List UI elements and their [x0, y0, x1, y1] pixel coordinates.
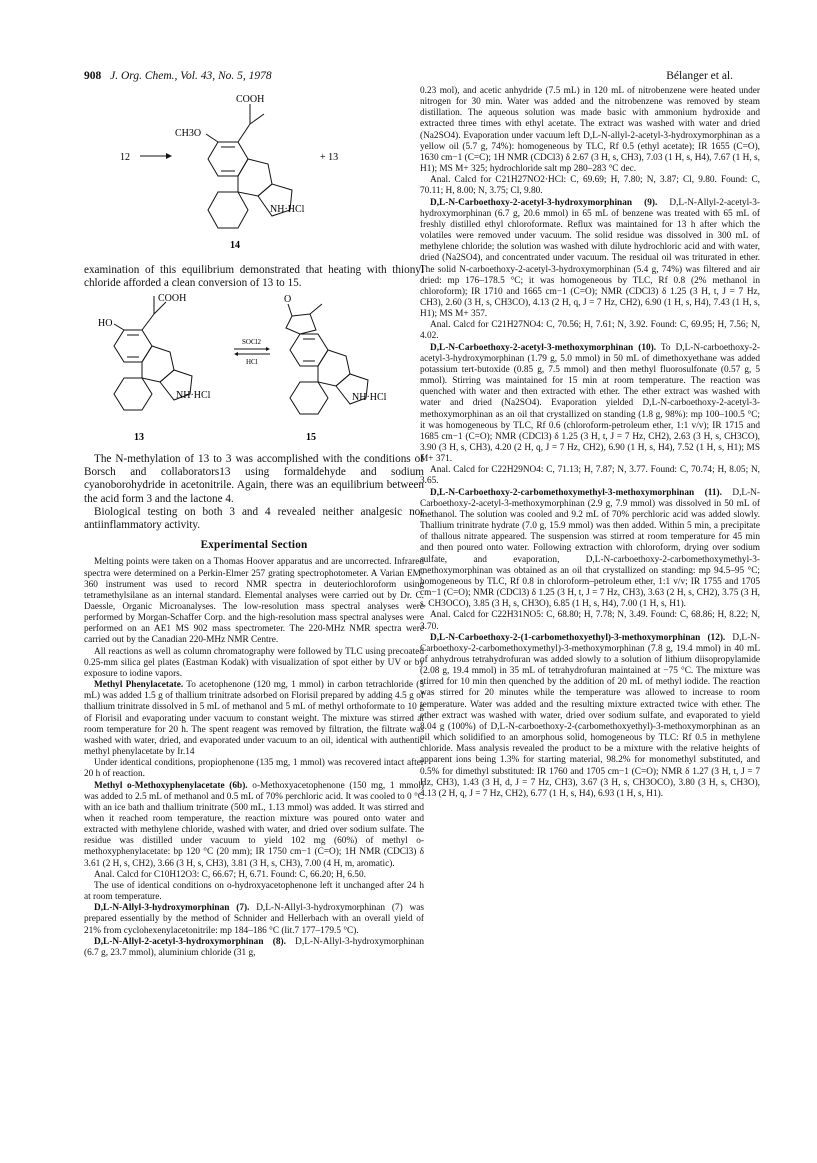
analysis-10: Anal. Calcd for C22H29NO4: C, 71.13; H, 7.87; N, 3.77. Found: C, 70.74; H, 8.05; N, 3.65.: [420, 465, 760, 487]
bond: [206, 134, 218, 142]
running-header-authors: Bélanger et al.: [666, 70, 733, 82]
scheme-plus-13: + 13: [320, 152, 339, 163]
nh-hcl-label-13: NH·HCl: [176, 390, 211, 401]
procedure-body: To D,L-N-carboethoxy-2-acetyl-3-hydroxymorphinan (1.79 g, 5.0 mmol) in 50 mL of dimethoxyethane was added potassium tert-butoxide (0.85 g, 7.5 mmol) and then methyl fluorosulfonate (0.57 g, 5 mmol). Stirring was maintained for 15 min at room temperature. The reaction was quenched with water and then extracted with ether. The ether extract was washed with water and dried (Na2SO4). Evaporation yielded D,L-N-carboethoxy-2-acetyl-3-methoxymorphinan as an oil that crystallized on standing (1.8 g, 98%): mp 100–100.5 °C; it was homogeneous by TLC, Rf 0.6 (chloroform-petroleum ether, 1:1 v/v); IR 1715 and 1685 cm−1 (C=O); NMR (CDCl3) δ 1.25 (3 H, t, J = 7 Hz, CH2), 2.63 (3 H, s, CH3CO), 3.90 (3 H, s, CH3), 4.20 (2 H, q, J = 7 Hz, CH2), 6.90 (1 H, s, H4), 7.52 (1 H, s, H1); MS M+ 371.: [420, 342, 760, 465]
nh-hcl-label-15: NH·HCl: [352, 392, 387, 403]
procedure-body: D,L-N-Allyl-2-acetyl-3-hydroxymorphinan (6.7 g, 20.6 mmol) in 65 mL of benzene was treated with 65 mL of freshly distilled ethyl chloroformate. Reflux was maintained for 13 h after which the volatiles were removed under vacuum. The solid residue was dissolved in 300 mL of methylene chloride; the solution was washed with dilute hydrochloric acid and with water, dried (Na2SO4), and concentrated under vacuum. The residual oil was triturated in ether. The solid N-carboethoxy-2-acetyl-3-hydroxymorphinan (5.4 g, 74%) was filtered and air dried: mp 176–178.5 °C; it was homogeneous by TLC, Rf 0.8 (2% methanol in chloroform); IR 1710 and 1665 cm−1 (C=O); NMR (CDCl3) δ 1.25 (3 H, t, J = 7 Hz, CH3), 2.60 (3 H, s, CH3CO), 4.13 (2 H, q, J = 7 Hz, CH2), 6.90 (1 H, s, H4), 7.43 (1 H, s, H1); MS M+ 357.: [420, 197, 761, 320]
bond: [142, 314, 154, 330]
reagent-socl2: SOCl2: [242, 338, 262, 346]
right-column: [420, 86, 760, 800]
equilibrium-arrow-back-head: [234, 352, 238, 356]
procedure-title: D,L-N-Allyl-3-hydroxymorphinan (7).: [94, 903, 250, 914]
page-number: 908: [84, 70, 102, 82]
analysis-11: Anal. Calcd for C22H31NO5: C, 68.80; H, 7.78; N, 3.49. Found: C, 68.86; H, 8.22; N, 3.70.: [420, 610, 760, 632]
procedure-body: D,L-N-Carboethoxy-2-acetyl-3-methoxymorphinan (2.9 g, 7.9 mmol) was dissolved in 50 mL of methanol. The solution was cooled and 9.2 mL of 70% perchloric acid was added slowly. Thallium trinitrate hydrate (7.0 g, 15.9 mmol) was then added. Within 5 min, a precipitate of thallous nitrate appeared. The suspension was stirred at room temperature for 45 min and then poured onto water. Following extraction with chloroform, drying over sodium sulfate, and evaporation, D,L-N-carboethoxy-2-carbomethoxymethyl-3-methoxymorphinan was obtained as an oil that crystallized on standing: mp 94.5–95 °C; homogeneous by TLC, Rf 0.8 in chloroform–petroleum ether, 1:1 v/v; IR 1755 and 1705 cm−1 (C=O); NMR (CDCl3) δ 1.25 (3 H, t, J = 7 Hz, CH3), 3.63 (2 H, s, CH2), 3.75 (3 H, s, CH3OCO), 3.85 (3 H, s, CH3O), 6.85 (1 H, s, H4), 7.00 (1 H, s, H1).: [420, 487, 760, 610]
cooh-label: COOH: [236, 94, 265, 105]
procedure-compound-10: [420, 343, 760, 466]
cyclohexane-ring-13: [114, 378, 152, 410]
cyclohexane-ring-15: [290, 382, 328, 414]
paragraph-biological-testing: Biological testing on both 3 and 4 revealed neither analgesic nor antiinflammatory activity.: [84, 505, 424, 532]
reaction-arrow-head: [166, 153, 172, 159]
ch3o-label: CH3O: [175, 128, 202, 139]
reagent-hcl: HCl: [246, 358, 258, 366]
bond: [250, 114, 264, 124]
procedure-body: D,L-N-Allyl-3-hydroxymorphinan (6.7 g, 23.7 mmol), aluminium chloride (31 g,: [84, 936, 424, 958]
nh-hcl-label: NH·HCl: [270, 204, 305, 215]
scheme-reactant-number: 12: [120, 152, 130, 163]
bond: [310, 304, 322, 314]
scheme-compound-14: [100, 92, 430, 252]
cyclohexane-ring: [208, 192, 248, 228]
procedure-title: D,L-N-Allyl-2-acetyl-3-hydroxymorphinan (8).: [94, 936, 286, 947]
procedure-title: D,L-N-Carboethoxy-2-acetyl-3-methoxymorphinan (10).: [430, 342, 657, 353]
procedure-title: D,L-N-Carboethoxy-2-acetyl-3-hydroxymorphinan (9).: [430, 197, 658, 208]
section-heading-experimental: Experimental Section: [200, 539, 308, 552]
procedure-title: Methyl o-Methoxyphenylacetate (6b).: [94, 780, 248, 791]
left-body-text: [84, 453, 424, 959]
compound-number-14: 14: [230, 240, 240, 251]
cooh-label-13: COOH: [158, 293, 187, 304]
analysis-6b: Anal. Calcd for C10H12O3: C, 66.67; H, 6.71. Found: C, 66.20; H, 6.50.: [94, 869, 366, 880]
procedure-methyl-phenylacetate: [84, 680, 424, 758]
procedure-body: To acetophenone (120 mg, 1 mmol) in carbon tetrachloride (5 mL) was added 1.5 g of thallium trinitrate adsorbed on Florisil prepared by adding 4.5 g of thallium trinitrate dissolved in 5 mL of methanol and 5 mL of methyl orthoformate to 10 g of Florisil and evaporating under vacuum to constant weight. The mixture was stirred at room temperature for 20 h. The spent reagent was removed by filtration, the filtrate was washed with water, dried, and evaporated under vacuum to an oil, identical with authentic methyl phenylacetate by Ir.14: [84, 680, 424, 758]
ring-b-15: [318, 350, 350, 386]
procedure-compound-9: [420, 198, 760, 321]
analysis-9: Anal. Calcd for C21H27NO4: C, 70.56; H, 7.61; N, 3.92. Found: C, 69.95; H, 7.56; N, 4.02.: [420, 320, 760, 342]
ring-b-13: [142, 346, 174, 382]
procedure-body: D,L-N-Carboethoxy-2-carbomethoxymethyl)-3-methoxymorphinan (7.8 g, 19.4 mmol) in 40 mL of anhydrous tetrahydrofuran was added slowly to a solution of lithium diisopropylamide (2.08 g, 19.4 mmol) in 35 mL of tetrahydrofuran maintained at −75 °C. The mixture was stirred for 10 min then quenched by the addition of 20 mL of methyl iodide. The reaction was stirred for 20 minutes while the temperature was allowed to increase to room temperature. Water was added and the resulting mixture extracted twice with ether. The ether extract was washed with water, dried over sodium sulfate, and evaporated to yield 8.04 g (100%) of D,L-N-carboethoxy-2-(carbomethoxyethyl)-3-methoxymorphinan as an oil which solidified to an amorphous solid, homogeneous by TLC: Rf 0.5 in methylene chloride. Mass analysis revealed the product to be a mixture with the relative heights of apparent ions being 1.3% for starting material, 98.2% for monomethyl substituted, and 0.5% for dimethyl substituted: IR 1760 and 1705 cm−1 (C=O); NMR δ 1.27 (3 H, t, J = 7 Hz, CH3), 1.43 (3 H, d, J = 7 Hz, CH3), 3.67 (3 H, s, CH3OCO), 3.80 (3 H, s, CH3O), 4.13 (2 H, q, J = 7 Hz, CH2), 6.77 (1 H, s, H4), 6.93 (1 H, s, H1).: [420, 632, 760, 799]
bond: [288, 304, 292, 316]
procedure-compound-8: [84, 937, 424, 959]
bond: [114, 324, 124, 330]
procedure-body: D,L-N-Allyl-3-hydroxymorphinan (7) was prepared essentially by the method of Schnider and Hellerbach with an overall yield of 21% from cyclohexenylacetonitrile: mp 184–186 °C (lit.7 177–179.5 °C).: [84, 903, 424, 936]
journal-citation: J. Org. Chem., Vol. 43, No. 5, 1978: [110, 70, 272, 82]
intro-text: examination of this equilibrium demonstrated that heating with thionyl chloride afforded a clean conversion of 13 to 15.: [84, 264, 424, 290]
scheme-13-to-15: [84, 292, 424, 452]
ring-b: [238, 159, 272, 196]
paragraph-n-methylation: The N-methylation of 13 to 3 was accomplished with the conditions of Borsch and collaborators13 using formaldehyde and sodium cyanoborohydride in acetonitrile. Again, there was an equilibrium between the acid form 3 and the lactone 4.: [84, 453, 424, 505]
paragraph-propiophenone: Under identical conditions, propiophenone (135 mg, 1 mmol) was recovered intact after 20 h of reaction.: [84, 758, 424, 780]
procedure-body: o-Methoxyacetophenone (150 mg, 1 mmol) was added to 2.5 mL of methanol and 0.5 mL of 70% perchloric acid. It was cooled to 0 °C with an ice bath and thallium trinitrate (500 mL, 1.13 mmol) was added. It was stirred and when it reached room temperature, the reaction mixture was poured onto water and extracted with methylene chloride, washed with water, and dried over sodium sulfate. The residue was distilled under vacuum to yield 102 mg (60%) of methyl o-methoxyphenylacetate: bp 120 °C (20 mm); IR 1750 cm−1 (C=O); 1H NMR (CDCl3) δ 3.61 (2 H, s, CH2), 3.66 (3 H, s, CH3), 3.81 (3 H, s, CH3), 7.00 (4 H, m, aromatic).: [84, 780, 424, 869]
procedure-compound-8-continued: 0.23 mol), and acetic anhydride (7.5 mL) in 120 mL of nitrobenzene were heated under nitrogen for 30 min. Water was added and the nitrobenzene was removed by steam distillation. The aqueous solution was made basic with ammonium hydroxide and extracted three times with ethyl acetate. The extract was washed with water and dried (Na2SO4). Evaporation under vacuum left D,L-N-allyl-2-acetyl-3-hydroxymorphinan as a yellow oil (5.7 g, 74%): homogeneous by TLC, Rf 0.5 (ethyl acetate); IR 1655 (C=O), 1630 cm−1 (C=C); 1H NMR (CDCl3) δ 2.67 (3 H, s, CH3), 7.03 (1 H, s, H4), 7.67 (1 H, s, H1); MS M+ 325; hydrochloride salt mp 280–283 °C dec.: [420, 86, 760, 175]
compound-number-13: 13: [134, 432, 144, 443]
compound-number-15: 15: [306, 432, 316, 443]
lactone-ring: [286, 314, 316, 334]
paragraph-instrumentation: Melting points were taken on a Thomas Hoover apparatus and are uncorrected. Infrared spectra were determined on a Perkin-Elmer 257 grating spectrophotometer. A Varian EM-360 instrument was used to record NMR spectra in deuteriochloroform using tetramethylsilane as an internal standard. Elemental analyses were carried out by Dr. C. Daessle, Organic Microanalyses. The low-resolution mass spectral analyses were performed by Morgan-Schaffer Corp. and the high-resolution mass spectral analyses were performed on an AE1 MS 902 mass spectrometer. The 220-MHz NMR spectra were carried out by the Canadian 220-MHz NMR Centre.: [84, 557, 424, 646]
carbonyl-o-label: O: [284, 294, 292, 305]
procedure-title: D,L-N-Carboethoxy-2-(1-carbomethoxyethyl)-3-methoxymorphinan (12).: [430, 632, 726, 643]
procedure-compound-12: [420, 633, 760, 800]
bond: [238, 124, 250, 142]
procedure-title: D,L-N-Carboethoxy-2-carbomethoxymethyl-3-methoxymorphinan (11).: [430, 487, 722, 498]
equilibrium-arrow-forward-head: [266, 347, 270, 351]
paragraph-hydroxyacetophenone: The use of identical conditions on o-hydroxyacetophenone left it unchanged after 24 h at room temperature.: [84, 880, 424, 903]
procedure-compound-11: [420, 488, 760, 611]
running-header-left: [84, 70, 272, 82]
analysis-8: Anal. Calcd for C21H27NO2·HCl: C, 69.69; H, 7.80; N, 3.87; Cl, 9.80. Found: C, 70.11; H, 8.00; N, 3.75; Cl, 9.80.: [420, 175, 760, 197]
ho-label: HO: [98, 318, 113, 329]
procedure-compound-7: [84, 903, 424, 936]
procedure-title: Methyl Phenylacetate.: [94, 680, 184, 691]
paragraph-tlc: All reactions as well as column chromatography were followed by TLC using precoated 0.25-mm silica gel plates (Eastman Kodak) with visualization of spot either by UV or by exposure to iodine vapors.: [84, 646, 424, 679]
procedure-methoxyphenylacetate: [84, 781, 424, 870]
